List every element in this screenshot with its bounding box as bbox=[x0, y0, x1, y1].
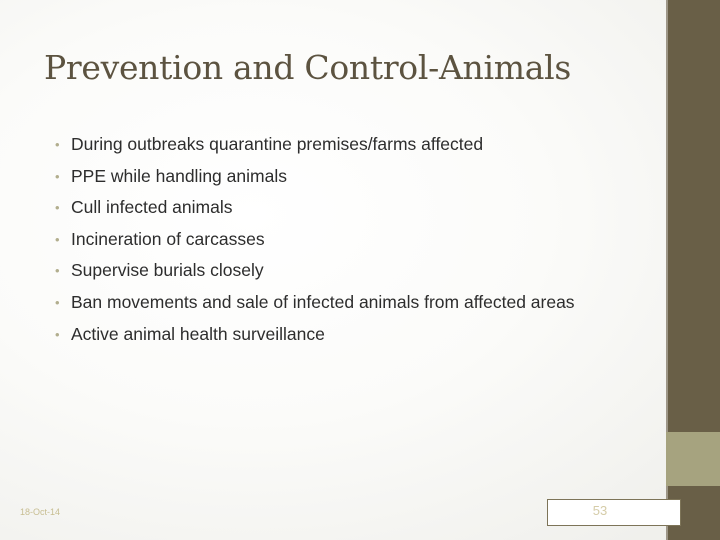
bullet-item bbox=[54, 192, 575, 224]
bullet-dot-icon: • bbox=[55, 200, 60, 216]
bullet-text: PPE while handling animals bbox=[71, 165, 287, 186]
bullet-list bbox=[54, 129, 575, 350]
bullet-item bbox=[54, 287, 575, 319]
footer-date: 18-Oct-14 bbox=[20, 507, 61, 517]
bullet-dot-icon: • bbox=[55, 263, 60, 279]
bullet-dot-icon: • bbox=[55, 137, 60, 152]
bullet-item bbox=[54, 255, 575, 287]
bullet-text: Supervise burials closely bbox=[71, 260, 264, 281]
bullet-text: During outbreaks quarantine premises/farms affected bbox=[71, 134, 484, 154]
page-number: 53 bbox=[592, 503, 608, 518]
bullet-text: Ban movements and sale of infected animals from affected areas bbox=[71, 291, 575, 312]
bullet-text: Incineration of carcasses bbox=[71, 228, 265, 249]
bullet-item bbox=[54, 129, 575, 161]
bullet-item bbox=[54, 161, 575, 193]
slide-title: Prevention and Control-Animals bbox=[44, 48, 571, 87]
bullet-text: Cull infected animals bbox=[71, 197, 233, 218]
bullet-dot-icon: • bbox=[55, 231, 60, 247]
side-accent-block bbox=[666, 432, 720, 486]
bullet-dot-icon: • bbox=[55, 326, 60, 342]
bullet-item bbox=[54, 319, 575, 351]
bullet-item bbox=[54, 224, 575, 256]
bullet-dot-icon: • bbox=[55, 168, 60, 184]
bullet-dot-icon: • bbox=[55, 294, 60, 310]
bullet-text: Active animal health surveillance bbox=[71, 323, 325, 344]
